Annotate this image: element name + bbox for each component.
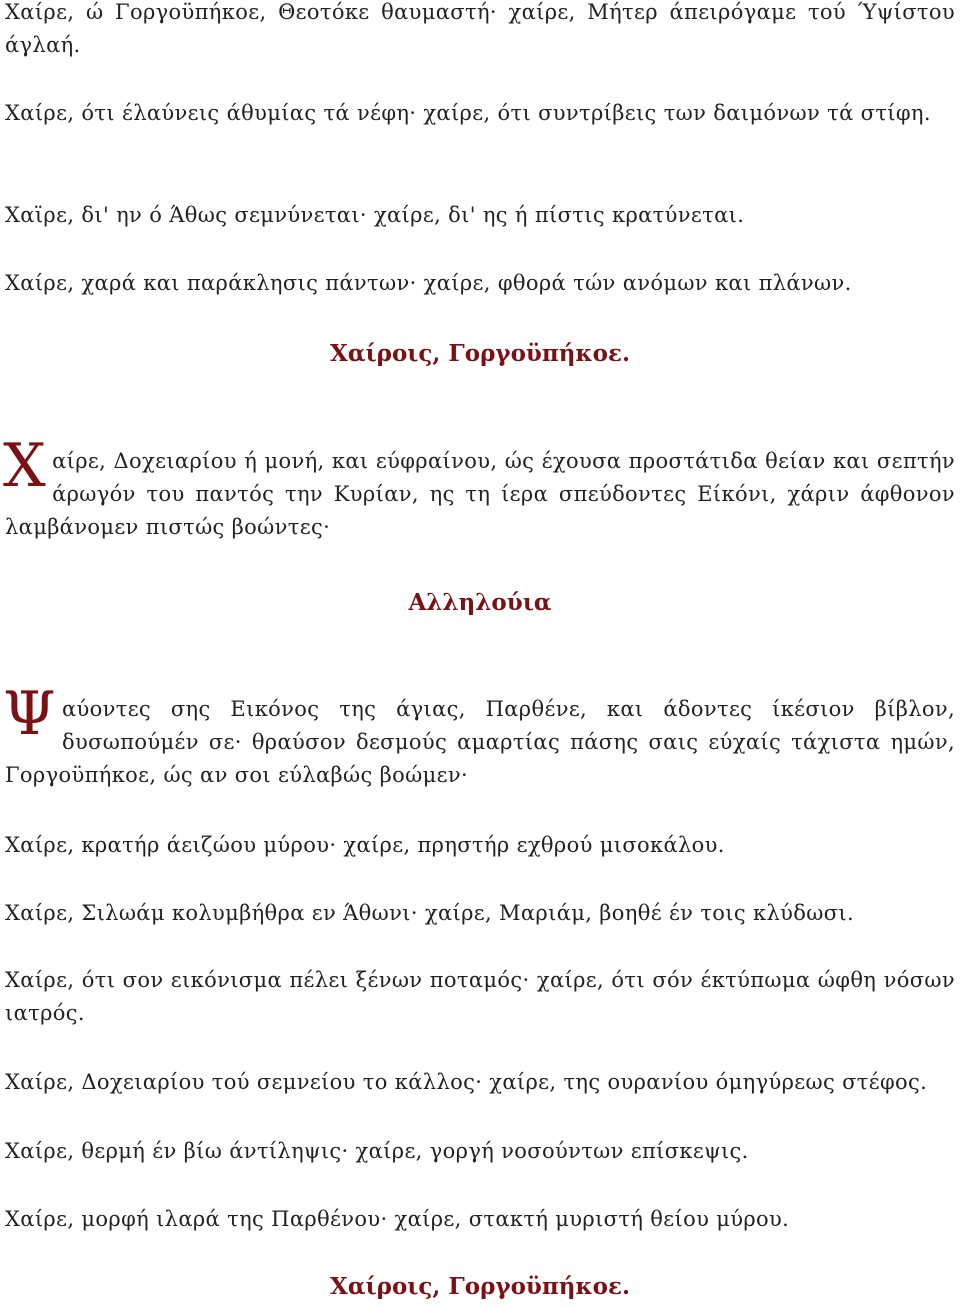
verse-line: Χαίρε, θερμή έν βίω άντίληψις· χαίρε, γοργή νοσούντων επίσκεψις. [5,1139,749,1163]
kontakion-paragraph [3,431,955,544]
verse-line: Χαίρε, Σιλωάμ κολυμβήθρα εν Άθωνι· χαίρε, Μαριάμ, βοηθέ έν τοις κλύδωσι. [5,901,855,925]
verse-line: Χαίρε, κρατήρ άειζώου μύρου· χαίρε, πρηστήρ εχθρού μισοκάλου. [5,833,725,857]
alleluia-heading: Αλληλούια [408,589,552,616]
oikos-paragraph [3,679,955,792]
kontakion-text: αίρε, Δοχειαρίου ή μονή, και εύφραίνου, ώς έχουσα προστάτιδα θείαν και σεπτήν άρωγόν του παντός την Κυρίαν, ης τη ίερα σπεύδοντες Είκόνι, χάριν άφθονον λαμβάνομεν πιστώς βοώντες· [5,449,955,539]
verse-line: Χαίρε, Δοχειαρίου τού σεμνείου το κάλλος· χαίρε, της ουρανίου όμηγύρεως στέφος. [5,1070,928,1094]
drop-cap-initial: Ψ [3,679,56,749]
drop-cap-initial: Χ [3,431,47,501]
verse-line: Χαϊρε, δι' ην ό Άθως σεμνύνεται· χαίρε, δι' ης ή πίστις κρατύνεται. [5,203,745,227]
verse-line: Χαίρε, μορφή ιλαρά της Παρθένου· χαίρε, στακτή μυριστή θείου μύρου. [5,1207,790,1231]
oikos-text: αύοντες σης Εικόνος της άγιας, Παρθένε, και άδοντες ίκέσιον βίβλον, δυσωπούμέν σε· θραύσον δεσμούς αμαρτίας πάσης σαις εύχαίς τάχιστα ημών, Γοργοϋπήκοε, ώς αν σοι εύλαβώς βοώμεν· [5,697,955,787]
verse-line: Χαίρε, χαρά και παράκλησις πάντων· χαίρε, φθορά τών ανόμων και πλάνων. [5,271,852,295]
verse-line: Χαίρε, ότι έλαύνεις άθυμίας τά νέφη· χαίρε, ότι συντρίβεις των δαιμόνων τά στίφη. [5,101,931,125]
refrain-heading: Χαίροις, Γοργοϋπήκοε. [329,1273,631,1300]
refrain-heading: Χαίροις, Γοργοϋπήκοε. [329,340,631,367]
verse-line: Χαίρε, ότι σον εικόνισμα πέλει ξένων ποταμός· χαίρε, ότι σόν έκτύπωμα ώφθη νόσων ιατρός. [5,968,955,1025]
verse-line: Χαίρε, ώ Γοργοϋπήκοε, Θεοτόκε θαυμαστή· χαίρε, Μήτερ άπειρόγαμε τού Ύψίστου άγλαή. [5,0,955,57]
